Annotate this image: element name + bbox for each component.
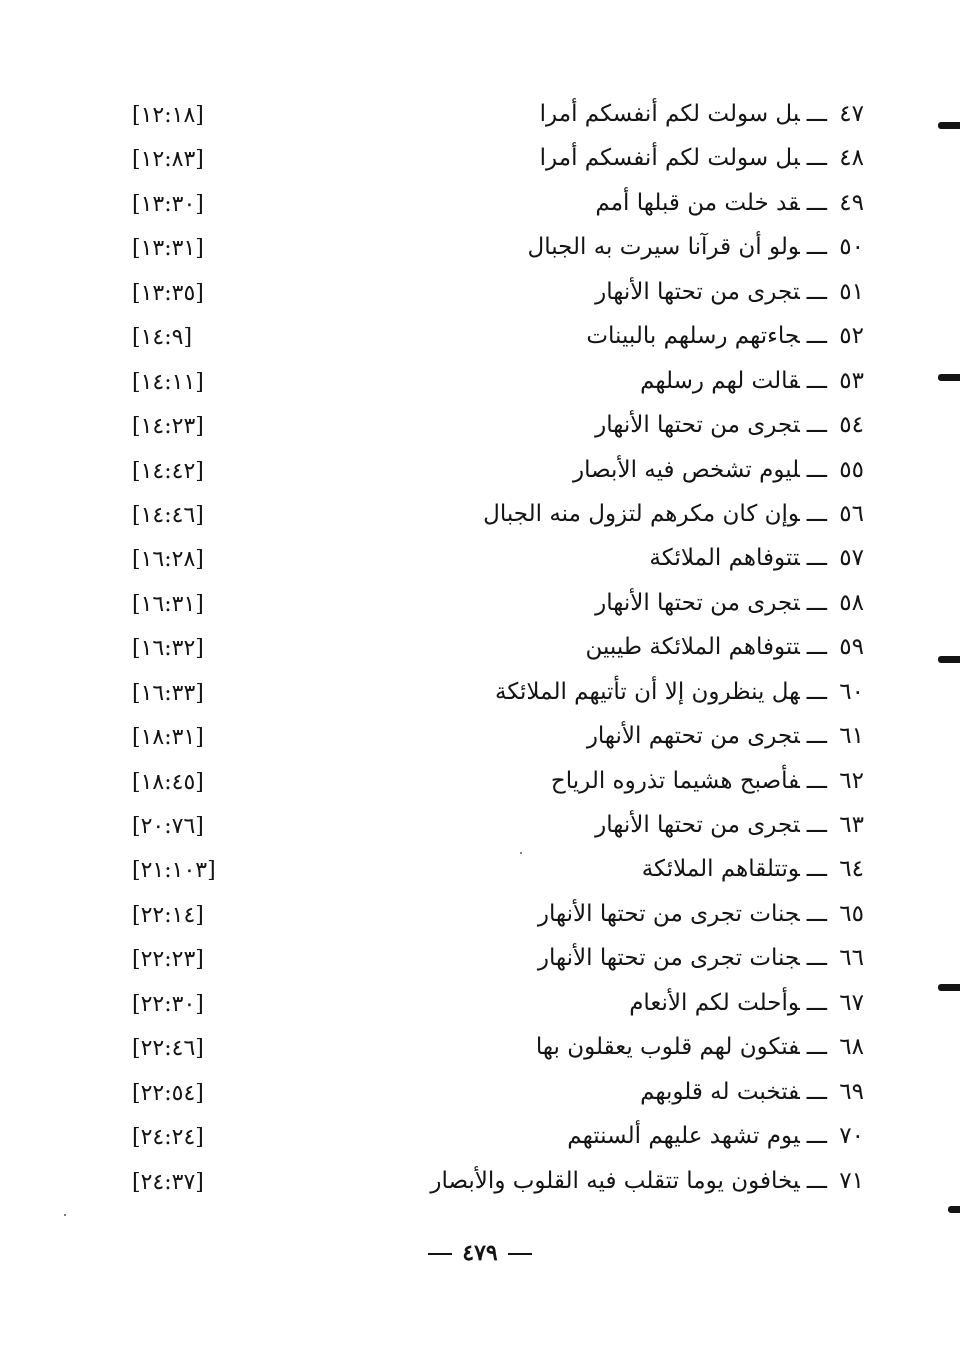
- entry-number: ٥٩: [839, 634, 864, 661]
- verse-phrase: تجرى من تحتهم الأنهار: [586, 723, 800, 750]
- list-item: [0, 496, 960, 540]
- entry-number: ٦٨: [839, 1034, 864, 1061]
- page-speck: [520, 852, 522, 854]
- verse-reference: [١٦:٣٣]: [132, 680, 204, 706]
- verse-phrase: يخافون يوما تتقلب فيه القلوب والأبصار: [430, 1167, 800, 1194]
- entry-dash: ـــ: [806, 500, 827, 527]
- list-item: [0, 1118, 960, 1162]
- verse-reference: [١٢:١٨]: [132, 103, 204, 128]
- verse-reference: [١٢:٨٣]: [132, 147, 204, 173]
- entry-number: ٥٣: [839, 367, 864, 394]
- entry-number: ٦٣: [839, 812, 864, 838]
- list-item: [0, 540, 960, 584]
- verse-reference: [٢٤:٣٧]: [132, 1169, 204, 1195]
- entry-number: ٥٧: [839, 545, 864, 572]
- verse-phrase: هل ينظرون إلا أن تأتيهم الملائكة: [495, 678, 800, 705]
- verse-reference: [١٣:٣٥]: [132, 280, 204, 306]
- entry-number: ٥٨: [839, 589, 864, 616]
- list-item: [0, 1074, 960, 1118]
- entry-number: ٤٧: [839, 101, 864, 127]
- verse-reference: [٢٢:٥٤]: [132, 1080, 204, 1106]
- list-item: [0, 407, 960, 451]
- list-item: [0, 185, 960, 229]
- verse-reference: [١٤:١١]: [132, 369, 204, 395]
- list-item: [0, 140, 960, 184]
- entry-dash: ـــ: [806, 189, 827, 216]
- list-item: [0, 274, 960, 318]
- margin-mark: [938, 122, 960, 129]
- entry-dash: ـــ: [806, 1034, 827, 1061]
- entry-number: ٥٤: [839, 412, 864, 439]
- entry-text: [595, 585, 864, 621]
- page-footer: [0, 1240, 960, 1266]
- verse-phrase: قالت لهم رسلهم: [640, 367, 800, 394]
- verse-reference: [١٦:٣١]: [132, 591, 204, 617]
- entry-dash: ـــ: [806, 145, 827, 172]
- entry-number: ٦٠: [839, 678, 864, 705]
- entry-text: [629, 985, 864, 1021]
- verse-phrase: جنات تجرى من تحتها الأنهار: [537, 900, 800, 927]
- entry-dash: ـــ: [806, 545, 827, 572]
- entry-number: ٥٢: [839, 323, 864, 350]
- entry-text: [585, 629, 864, 665]
- verse-reference: [٢٢:٣٠]: [132, 991, 204, 1017]
- verse-phrase: ليوم تشخص فيه الأبصار: [572, 456, 800, 483]
- entry-text: [430, 1163, 864, 1199]
- entry-text: [540, 140, 864, 176]
- entry-number: ٤٨: [839, 145, 864, 172]
- entry-dash: ـــ: [806, 456, 827, 483]
- entry-number: ٤٩: [839, 189, 864, 216]
- entry-number: ٥١: [839, 278, 864, 305]
- verse-phrase: جنات تجرى من تحتها الأنهار: [537, 945, 800, 972]
- entry-number: ٥٥: [839, 456, 864, 483]
- verse-reference: [١٣:٣٠]: [132, 191, 204, 217]
- list-item: [0, 718, 960, 762]
- list-item: [0, 985, 960, 1029]
- entry-number: ٦٢: [839, 767, 864, 794]
- entry-text: [595, 407, 864, 443]
- entry-text: [551, 763, 864, 799]
- entry-number: ٦٤: [839, 856, 864, 883]
- verse-phrase: تجرى من تحتها الأنهار: [595, 589, 800, 616]
- verse-reference: [١٤:٤٦]: [132, 502, 204, 528]
- entry-text: [595, 274, 864, 310]
- list-item: [0, 96, 960, 140]
- entry-text: [540, 96, 864, 132]
- entry-number: ٧٠: [839, 1123, 864, 1150]
- entry-number: ٥٦: [839, 500, 864, 527]
- margin-mark: [938, 656, 960, 663]
- verse-reference: [٢١:١٠٣]: [132, 858, 216, 884]
- verse-phrase: تتوفاهم الملائكة طيبين: [585, 634, 800, 661]
- entry-dash: ـــ: [806, 101, 827, 127]
- entry-text: [538, 896, 864, 932]
- footer-rule: [508, 1253, 532, 1255]
- entry-number: ٦١: [839, 723, 864, 750]
- list-item: [0, 674, 960, 718]
- entry-text: [640, 363, 864, 399]
- list-item: [0, 763, 960, 807]
- verse-list: [0, 96, 960, 1207]
- entry-text: [649, 540, 864, 576]
- verse-reference: [٢٠:٧٦]: [132, 814, 204, 839]
- entry-number: ٦٥: [839, 900, 864, 927]
- list-item: [0, 940, 960, 984]
- verse-reference: [١٤:٩]: [132, 325, 193, 351]
- verse-reference: [١٤:٢٣]: [132, 414, 204, 440]
- verse-reference: [١٦:٢٨]: [132, 547, 204, 573]
- footer-rule: [428, 1253, 452, 1255]
- margin-mark: [938, 984, 960, 991]
- entry-dash: ـــ: [806, 1078, 827, 1105]
- page-speck: [64, 1214, 66, 1216]
- verse-phrase: يوم تشهد عليهم ألسنتهم: [567, 1123, 800, 1150]
- verse-reference: [٢٢:١٤]: [132, 902, 204, 928]
- verse-phrase: بل سولت لكم أنفسكم أمرا: [539, 101, 800, 127]
- list-item: [0, 629, 960, 673]
- entry-text: [536, 1029, 864, 1065]
- page-number: ٤٧٩: [462, 1240, 498, 1266]
- verse-reference: [٢٢:٤٦]: [132, 1036, 204, 1062]
- list-item: [0, 585, 960, 629]
- entry-text: [586, 318, 864, 354]
- verse-phrase: قد خلت من قبلها أمم: [595, 189, 800, 216]
- verse-phrase: جاءتهم رسلهم بالبينات: [586, 323, 800, 350]
- entry-text: [573, 452, 864, 488]
- entry-text: [495, 674, 864, 710]
- entry-text: [640, 1074, 864, 1110]
- entry-dash: ـــ: [806, 412, 827, 439]
- entry-dash: ـــ: [806, 1123, 827, 1150]
- list-item: [0, 363, 960, 407]
- verse-phrase: تجرى من تحتها الأنهار: [595, 812, 800, 838]
- verse-reference: [١٦:٣٢]: [132, 636, 204, 662]
- entry-dash: ـــ: [806, 234, 827, 261]
- list-item: [0, 851, 960, 895]
- list-item: [0, 896, 960, 940]
- entry-dash: ـــ: [806, 767, 827, 794]
- entry-dash: ـــ: [806, 900, 827, 927]
- verse-reference: [٢٢:٢٣]: [132, 947, 204, 973]
- list-item: [0, 1163, 960, 1207]
- list-item: [0, 318, 960, 362]
- entry-dash: ـــ: [806, 723, 827, 750]
- entry-number: ٦٦: [839, 945, 864, 972]
- entry-dash: ـــ: [806, 589, 827, 616]
- entry-number: ٥٠: [839, 234, 864, 261]
- verse-phrase: فتخبت له قلوبهم: [640, 1078, 800, 1105]
- verse-phrase: تتوفاهم الملائكة: [649, 545, 800, 572]
- entry-dash: ـــ: [806, 812, 827, 838]
- verse-phrase: فتكون لهم قلوب يعقلون بها: [535, 1034, 800, 1061]
- entry-dash: ـــ: [806, 1167, 827, 1194]
- entry-text: [595, 807, 864, 843]
- verse-phrase: تجرى من تحتها الأنهار: [595, 278, 800, 305]
- entry-text: [567, 1118, 864, 1154]
- verse-phrase: بل سولت لكم أنفسكم أمرا: [539, 145, 800, 172]
- verse-phrase: وتتلقاهم الملائكة: [641, 856, 800, 883]
- entry-text: [642, 851, 864, 887]
- entry-number: ٦٧: [839, 989, 864, 1016]
- list-item: [0, 452, 960, 496]
- verse-phrase: وإن كان مكرهم لتزول منه الجبال: [483, 500, 800, 527]
- entry-text: [587, 718, 864, 754]
- verse-reference: [٢٤:٢٤]: [132, 1125, 204, 1151]
- entry-dash: ـــ: [806, 278, 827, 305]
- entry-number: ٦٩: [839, 1078, 864, 1105]
- entry-dash: ـــ: [806, 367, 827, 394]
- entry-dash: ـــ: [806, 945, 827, 972]
- entry-dash: ـــ: [806, 323, 827, 350]
- verse-reference: [١٨:٣١]: [132, 725, 204, 751]
- list-item: [0, 1029, 960, 1073]
- entry-text: [483, 496, 864, 532]
- verse-reference: [١٤:٤٢]: [132, 458, 204, 484]
- entry-dash: ـــ: [806, 634, 827, 661]
- verse-phrase: ولو أن قرآنا سيرت به الجبال: [527, 234, 800, 261]
- entry-text: [595, 185, 864, 221]
- verse-phrase: فأصبح هشيما تذروه الرياح: [550, 767, 800, 794]
- entry-text: [538, 940, 864, 976]
- entry-dash: ـــ: [806, 678, 827, 705]
- margin-mark: [948, 1206, 960, 1213]
- list-item: [0, 807, 960, 851]
- entry-dash: ـــ: [806, 856, 827, 883]
- entry-number: ٧١: [839, 1167, 864, 1194]
- entry-dash: ـــ: [806, 989, 827, 1016]
- verse-reference: [١٣:٣١]: [132, 236, 204, 262]
- entry-text: [527, 229, 864, 265]
- margin-mark: [938, 374, 960, 381]
- list-item: [0, 229, 960, 273]
- verse-phrase: وأحلت لكم الأنعام: [629, 989, 800, 1016]
- verse-reference: [١٨:٤٥]: [132, 769, 204, 795]
- verse-phrase: تجرى من تحتها الأنهار: [595, 412, 800, 439]
